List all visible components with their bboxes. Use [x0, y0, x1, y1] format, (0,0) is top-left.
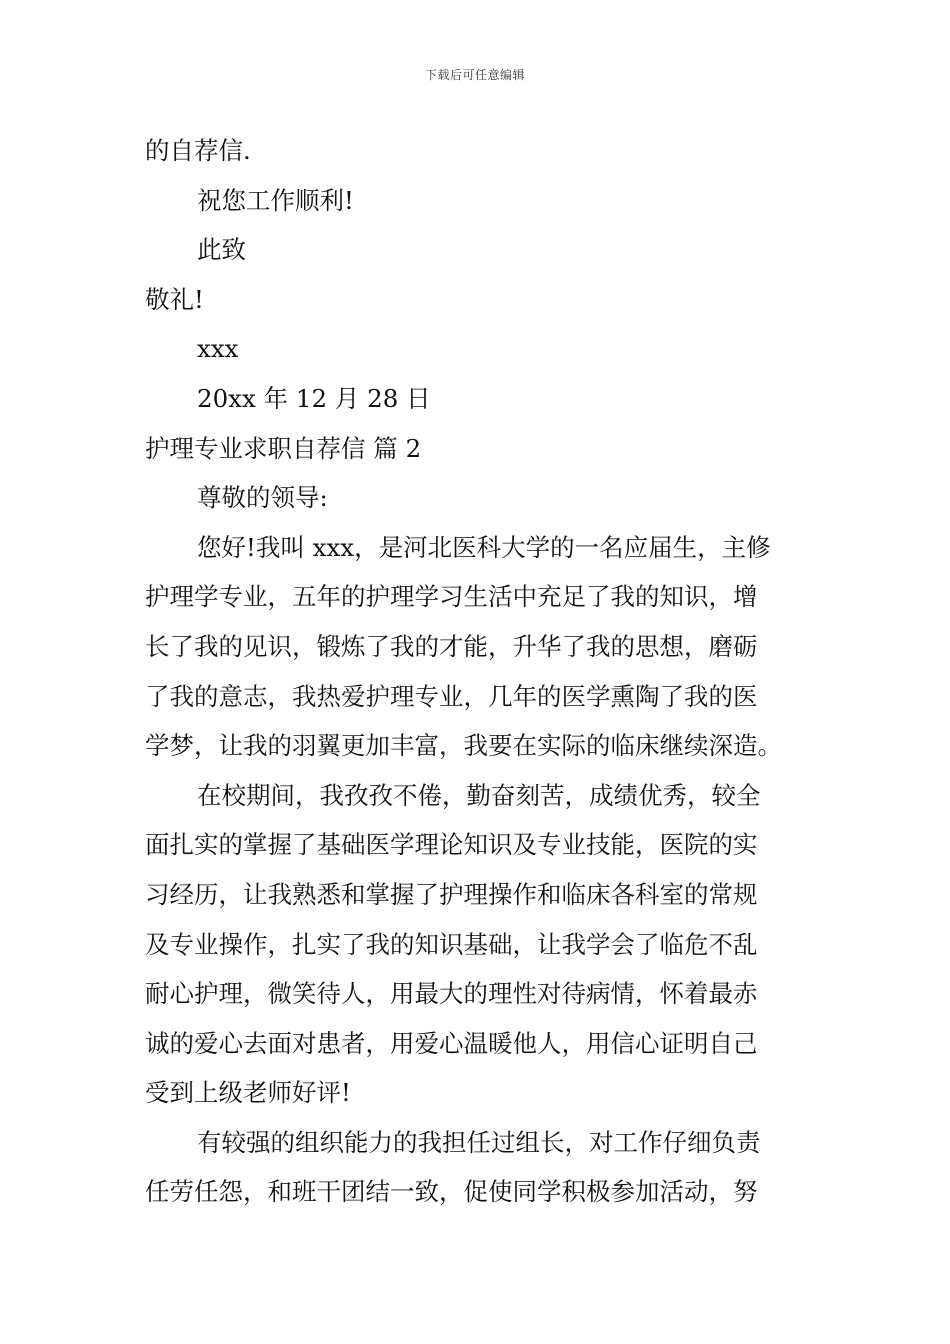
text-line: 护理学专业，五年的护理学习生活中充足了我的知识，增 [145, 582, 758, 612]
text-line: xxx [197, 334, 239, 364]
text-line: 任劳任怨，和班干团结一致，促使同学积极参加活动，努 [145, 1177, 758, 1207]
text-line: 您好!我叫 xxx，是河北医科大学的一名应届生，主修 [197, 532, 771, 562]
text-line: 及专业操作，扎实了我的知识基础，让我学会了临危不乱 [145, 929, 758, 959]
header-note: 下载后可任意编辑 [424, 68, 525, 82]
text-line: 长了我的见识，锻炼了我的才能，升华了我的思想，磨砺 [145, 631, 758, 661]
text-line: 面扎实的掌握了基础医学理论知识及专业技能，医院的实 [145, 830, 758, 860]
text-line: 学梦，让我的羽翼更加丰富，我要在实际的临床继续深造。 [145, 731, 782, 761]
text-line: 此致 [197, 235, 246, 265]
text-line: 在校期间，我孜孜不倦，勤奋刻苦，成绩优秀，较全 [197, 780, 761, 810]
letter-body [145, 126, 810, 1217]
text-line: 祝您工作顺利! [197, 185, 354, 215]
text-line: 了我的意志，我热爱护理专业，几年的医学熏陶了我的医 [145, 681, 758, 711]
text-line: 20xx 年 12 月 28 日 [197, 383, 431, 413]
text-line: 受到上级老师好评! [145, 1078, 351, 1108]
text-line: 尊敬的领导: [197, 483, 328, 513]
text-line: 诚的爱心去面对患者，用爱心温暖他人，用信心证明自己 [145, 1028, 758, 1058]
text-line: 的自荐信. [145, 136, 251, 165]
text-line: 习经历，让我熟悉和掌握了护理操作和临床各科室的常规 [145, 879, 758, 909]
section-title: 护理专业求职自荐信 篇 2 [145, 433, 422, 463]
text-line: 耐心护理，微笑待人，用最大的理性对待病情，怀着最赤 [145, 979, 758, 1009]
text-line: 敬礼! [145, 284, 204, 314]
text-line: 有较强的组织能力的我担任过组长，对工作仔细负责 [197, 1127, 761, 1157]
